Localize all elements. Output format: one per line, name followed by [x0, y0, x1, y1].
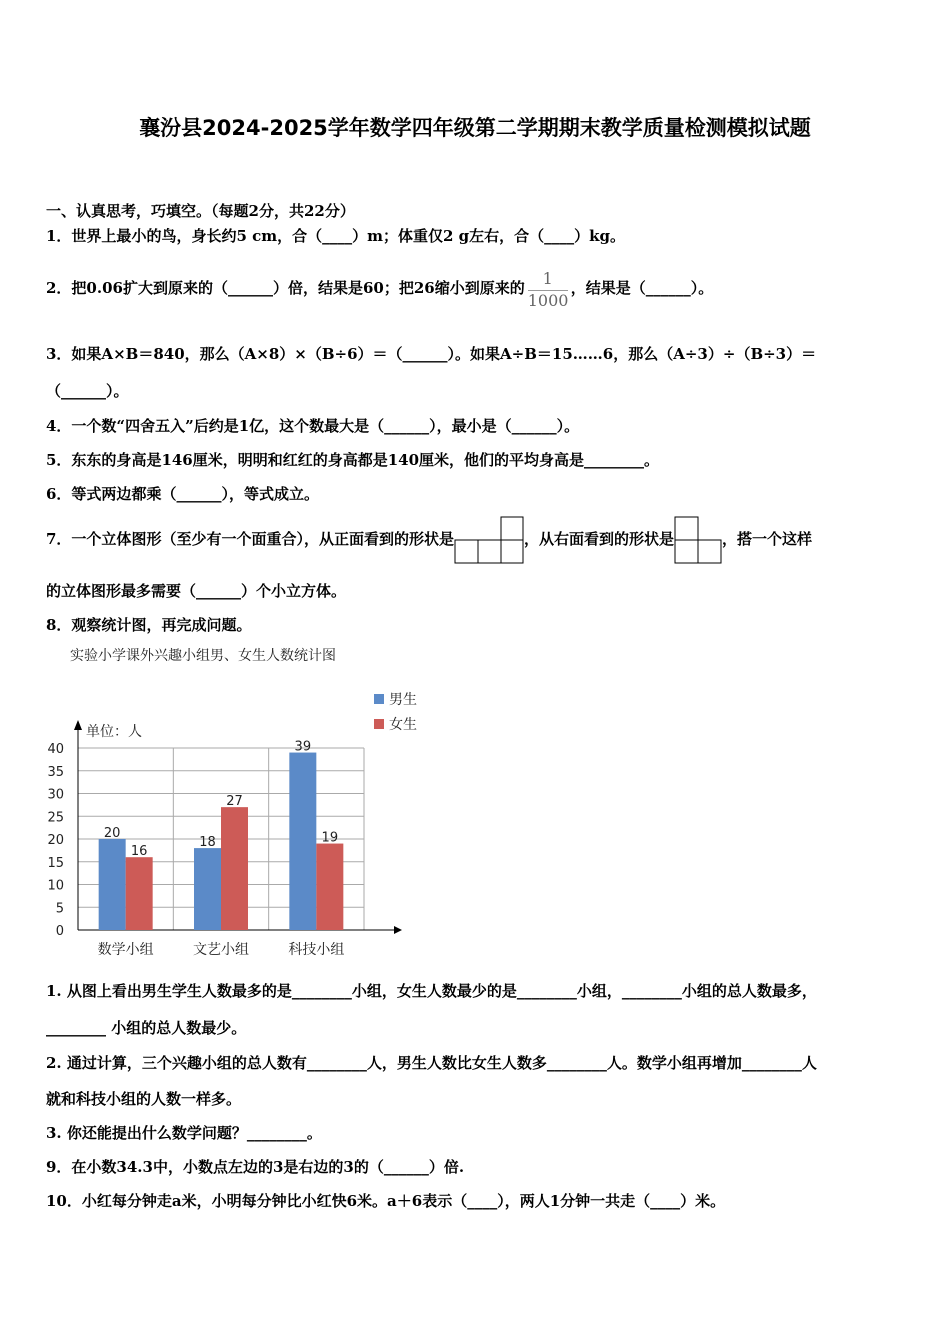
data-label: 27 [226, 794, 243, 810]
q7-text-c: ，搭一个这样 [721, 530, 812, 548]
data-label: 19 [321, 830, 339, 846]
legend-swatch [374, 694, 384, 704]
x-tick-label: 文艺小组 [193, 942, 249, 958]
sub-question-1: 1. 从图上看出男生学生人数最多的是________小组，女生人数最少的是________小组，________小组的总人数最多， [46, 982, 817, 1000]
bar-boys [99, 839, 126, 930]
x-tick-label: 科技小组 [288, 942, 345, 958]
sub-question-1-cont: ________ 小组的总人数最少。 [46, 1019, 247, 1037]
chart-title: 实验小学课外兴趣小组男、女生人数统计图 [70, 648, 336, 664]
y-tick-label: 40 [47, 742, 64, 757]
bar-girls [221, 807, 248, 930]
bar-girls [316, 844, 343, 930]
fraction-denominator: 1000 [527, 290, 569, 310]
y-tick-label: 10 [47, 878, 64, 894]
bar-boys [194, 848, 221, 930]
question-9: 9．在小数34.3中，小数点左边的3是右边的3的（______）倍. [46, 1158, 465, 1176]
question-7-cont: 的立体图形最多需要（______）个小立方体。 [46, 582, 347, 600]
sub-question-2-cont: 就和科技小组的人数一样多。 [46, 1090, 242, 1108]
y-tick-label: 15 [47, 855, 64, 871]
q2-text-a: 2．把0.06扩大到原来的（______）倍，结果是60；把26缩小到原来的 [46, 279, 525, 297]
question-3: 3．如果A×B＝840，那么（A×8）×（B÷6）＝（______）。如果A÷B＝15……6，那么（A÷3）÷（B÷3）＝ [46, 345, 817, 363]
y-tick-label: 0 [55, 924, 64, 939]
section-heading: 一、认真思考，巧填空。（每题2分，共22分） [46, 202, 355, 220]
y-tick-label: 30 [47, 787, 64, 803]
question-8: 8．观察统计图，再完成问题。 [46, 616, 252, 634]
legend-swatch [374, 719, 384, 729]
y-tick-label: 5 [55, 901, 64, 917]
q7-text-b: ，从右面看到的形状是 [523, 530, 674, 548]
data-label: 39 [294, 739, 312, 755]
y-axis-unit: 单位：人 [86, 724, 142, 740]
question-3-cont: （______）。 [46, 382, 129, 400]
question-5: 5．东东的身高是146厘米，明明和红红的身高都是140厘米，他们的平均身高是________。 [46, 451, 660, 469]
fraction-numerator: 1 [528, 268, 568, 291]
legend-label: 男生 [389, 692, 417, 708]
legend-label: 女生 [389, 717, 417, 733]
x-tick-label: 数学小组 [97, 942, 154, 958]
page-title: 襄汾县2024-2025学年数学四年级第二学期期末教学质量检测模拟试题 [139, 116, 811, 140]
data-label: 16 [130, 844, 148, 860]
y-axis-arrow [74, 720, 82, 730]
bar-boys [289, 753, 316, 930]
data-label: 18 [199, 835, 216, 851]
question-10: 10．小红每分钟走a米，小明每分钟比小红快6米。a＋6表示（____），两人1分钟一共走（____）米。 [46, 1192, 726, 1210]
question-4: 4．一个数“四舍五入”后约是1亿，这个数最大是（______），最小是（______）。 [46, 417, 580, 435]
y-tick-label: 35 [47, 764, 64, 780]
q2-text-b: ，结果是（______）。 [570, 279, 714, 297]
question-1: 1．世界上最小的鸟，身长约5 cm，合（____）m；体重仅2 g左右，合（____）kg。 [46, 227, 626, 245]
sub-question-2: 2. 通过计算，三个兴趣小组的总人数有________人，男生人数比女生人数多________人。数学小组再增加________人 [46, 1054, 817, 1072]
q7-text-a: 7．一个立体图形（至少有一个面重合），从正面看到的形状是 [46, 530, 454, 548]
x-axis-arrow [394, 926, 402, 934]
question-6: 6．等式两边都乘（______），等式成立。 [46, 485, 319, 503]
bar-girls [126, 857, 153, 930]
data-label: 20 [103, 826, 121, 841]
y-tick-label: 20 [47, 833, 64, 848]
y-tick-label: 25 [47, 810, 64, 826]
sub-question-3: 3. 你还能提出什么数学问题？________。 [46, 1124, 322, 1142]
